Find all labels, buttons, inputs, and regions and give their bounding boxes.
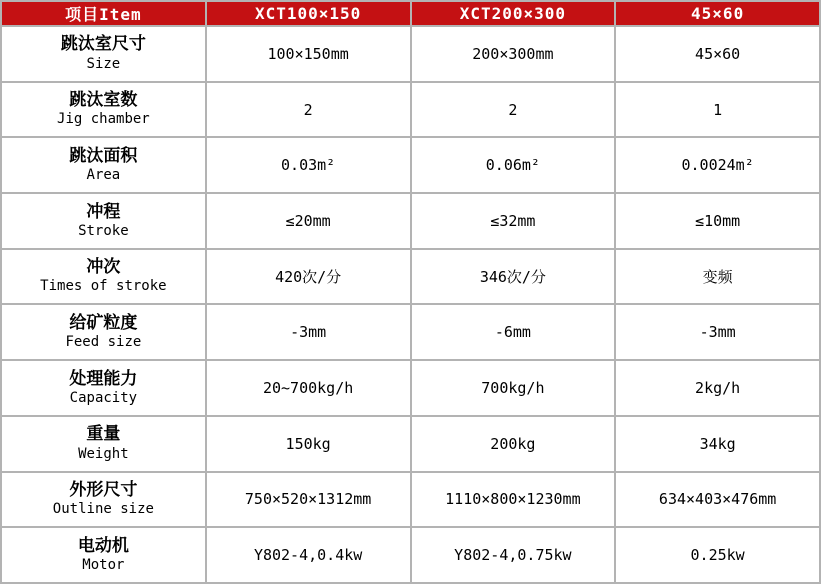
row-label-en: Jig chamber: [57, 111, 150, 128]
cell-value: 700kg/h: [411, 360, 616, 416]
cell-value: 1110×800×1230mm: [411, 472, 616, 528]
cell-value: 2: [206, 82, 411, 138]
row-label-zh: 外形尺寸: [69, 479, 138, 500]
table-row-feed-size: [1, 304, 820, 360]
table-row-motor: [1, 527, 820, 583]
row-label-zh: 跳汰室尺寸: [60, 34, 146, 55]
table-row-jig-chamber: [1, 82, 820, 138]
row-label-en: Area: [86, 167, 121, 184]
cell-value: 634×403×476mm: [615, 472, 820, 528]
row-label-en: Motor: [82, 556, 125, 573]
row-label-en: Times of stroke: [40, 278, 167, 295]
cell-value: 45×60: [615, 26, 820, 82]
row-label-motor: [1, 527, 206, 583]
row-label-en: Feed size: [65, 334, 142, 351]
cell-value: -3mm: [206, 304, 411, 360]
cell-value: ≤32mm: [411, 193, 616, 249]
row-label-zh: 跳汰室数: [69, 90, 138, 111]
header-col-xct200x300: XCT200×300: [411, 1, 616, 26]
row-label-outline-size: [1, 472, 206, 528]
cell-value: ≤10mm: [615, 193, 820, 249]
row-label-en: Stroke: [78, 222, 129, 239]
table-row-outline-size: [1, 472, 820, 528]
cell-value: 20~700kg/h: [206, 360, 411, 416]
cell-value: 1: [615, 82, 820, 138]
row-label-capacity: [1, 360, 206, 416]
cell-value: -6mm: [411, 304, 616, 360]
row-label-size: [1, 26, 206, 82]
row-label-zh: 处理能力: [69, 368, 138, 389]
row-label-weight: [1, 416, 206, 472]
row-label-feed-size: [1, 304, 206, 360]
row-label-en: Outline size: [52, 501, 154, 518]
table-row-area: [1, 137, 820, 193]
cell-value: 750×520×1312mm: [206, 472, 411, 528]
table-row-weight: [1, 416, 820, 472]
cell-value: 346次/分: [411, 249, 616, 305]
row-label-jig-chamber: [1, 82, 206, 138]
cell-value: 0.03m²: [206, 137, 411, 193]
cell-value: 0.06m²: [411, 137, 616, 193]
row-label-zh: 重量: [86, 424, 121, 445]
row-label-en: Size: [86, 55, 121, 72]
header-item: 项目Item: [1, 1, 206, 26]
row-label-en: Weight: [78, 445, 129, 462]
cell-value: 100×150mm: [206, 26, 411, 82]
cell-value: 2: [411, 82, 616, 138]
row-label-times-of-stroke: [1, 249, 206, 305]
table-row-stroke: [1, 193, 820, 249]
cell-value: 2kg/h: [615, 360, 820, 416]
row-label-zh: 冲次: [86, 257, 121, 278]
table-row-times-of-stroke: [1, 249, 820, 305]
row-label-stroke: [1, 193, 206, 249]
cell-value: 420次/分: [206, 249, 411, 305]
row-label-zh: 电动机: [77, 535, 129, 556]
header-col-xct100x150: XCT100×150: [206, 1, 411, 26]
cell-value: ≤20mm: [206, 193, 411, 249]
table-row-capacity: [1, 360, 820, 416]
row-label-zh: 给矿粒度: [69, 312, 138, 333]
cell-value: 0.25kw: [615, 527, 820, 583]
cell-value: 200×300mm: [411, 26, 616, 82]
cell-value: Y802-4,0.4kw: [206, 527, 411, 583]
table-row-size: [1, 26, 820, 82]
header-col-45x60: 45×60: [615, 1, 820, 26]
cell-value: -3mm: [615, 304, 820, 360]
row-label-area: [1, 137, 206, 193]
cell-value: 200kg: [411, 416, 616, 472]
row-label-zh: 跳汰面积: [69, 145, 138, 166]
header-row: [1, 1, 820, 26]
row-label-zh: 冲程: [86, 201, 121, 222]
cell-value: 34kg: [615, 416, 820, 472]
row-label-en: Capacity: [69, 389, 138, 406]
cell-value: 150kg: [206, 416, 411, 472]
cell-value: Y802-4,0.75kw: [411, 527, 616, 583]
cell-value: 0.0024m²: [615, 137, 820, 193]
cell-value: 变频: [615, 249, 820, 305]
